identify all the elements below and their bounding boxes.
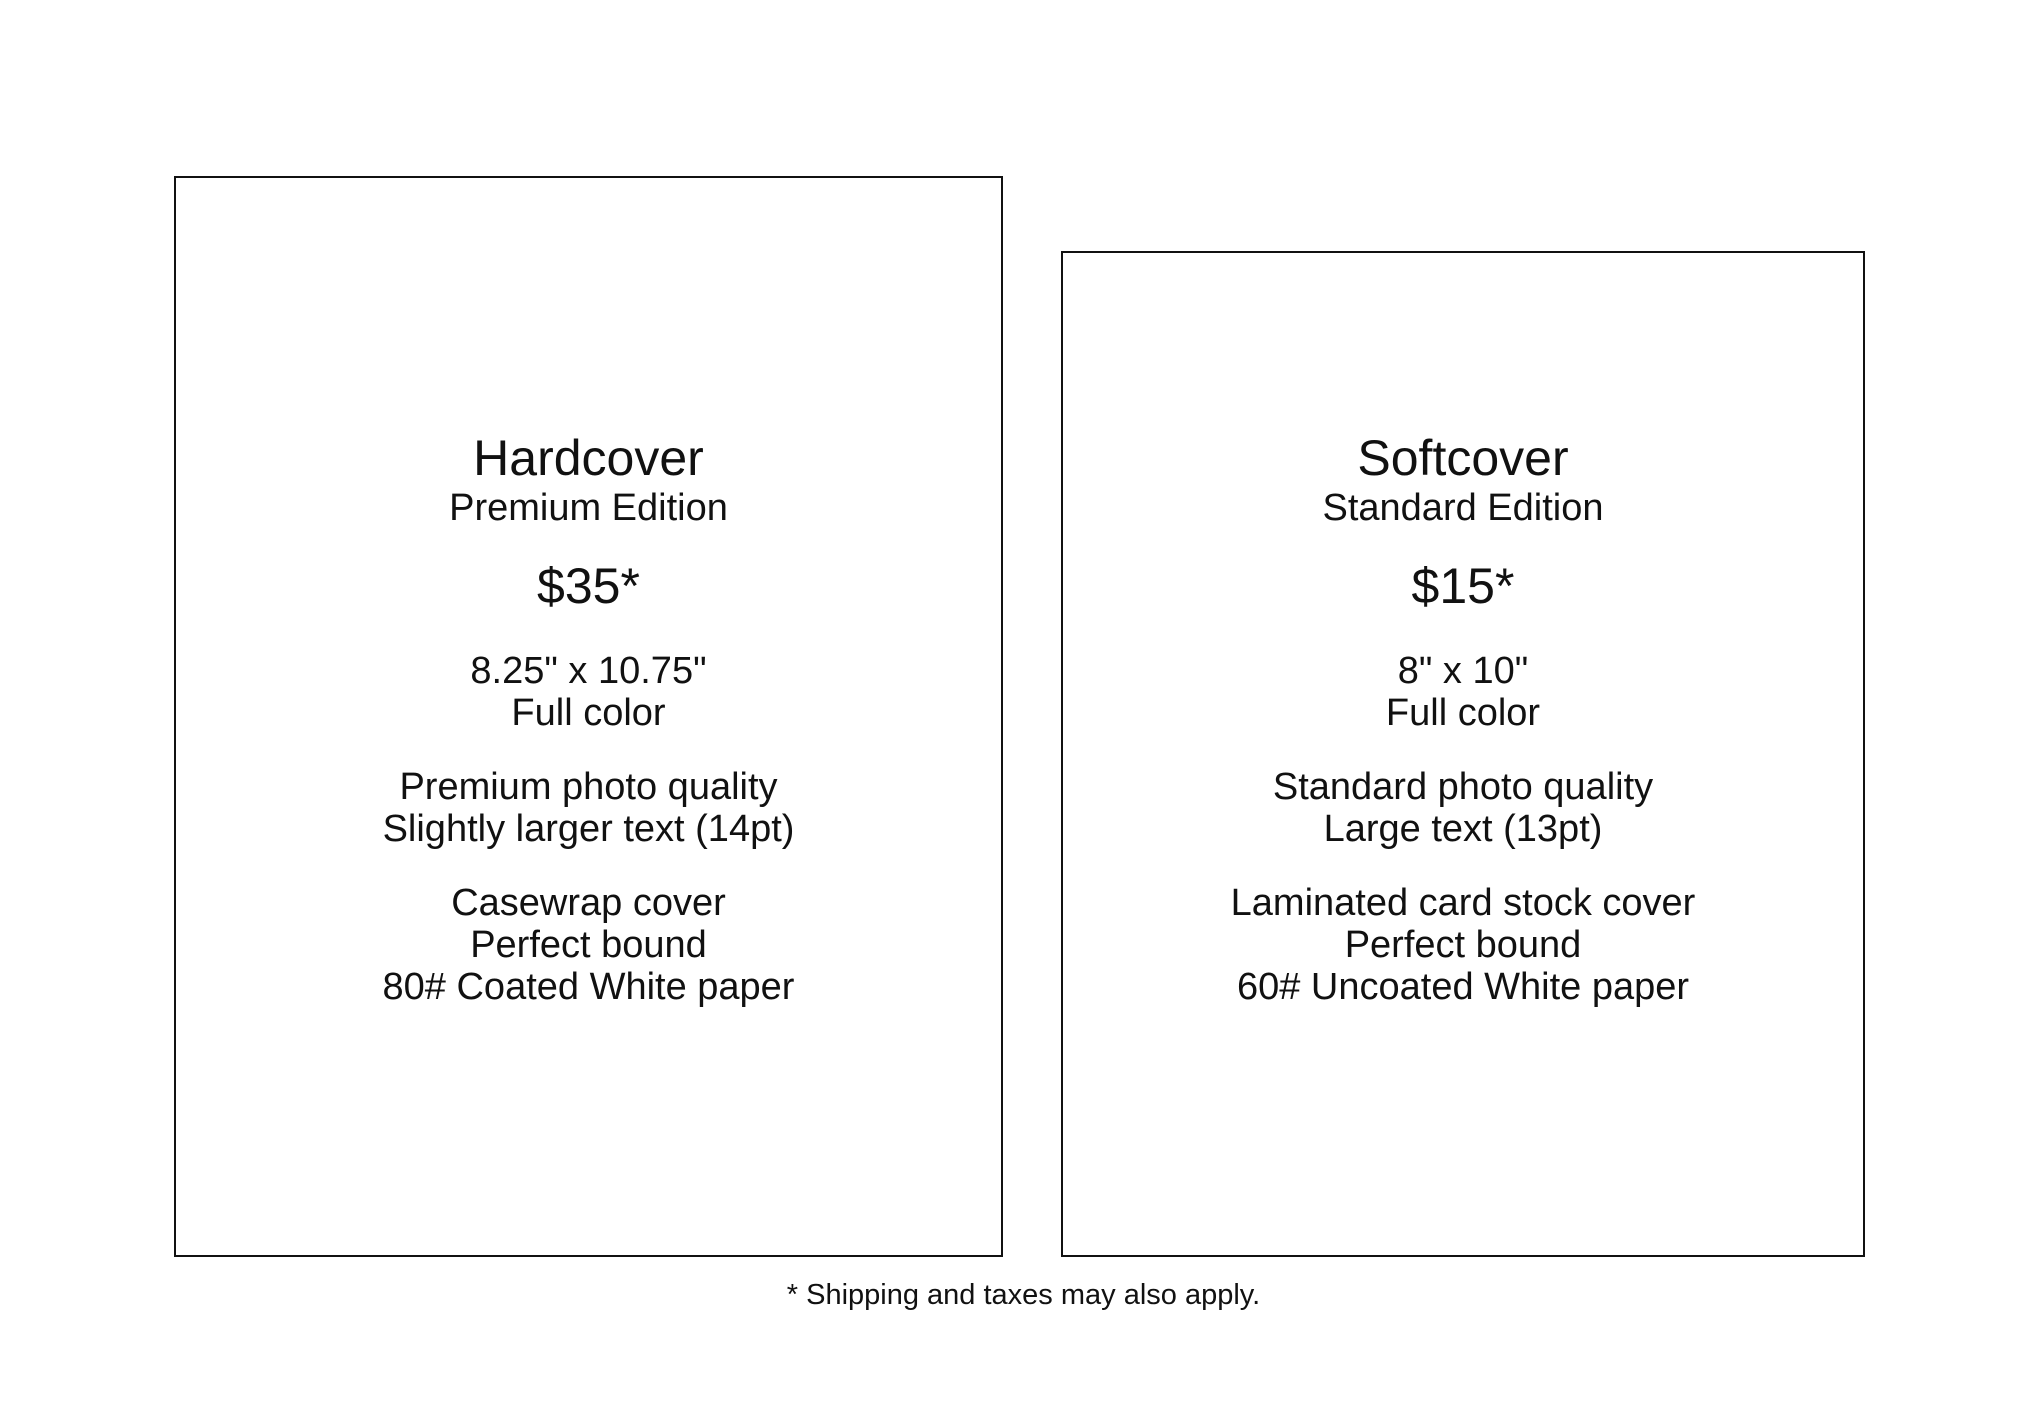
softcover-size: 8" x 10" xyxy=(1397,650,1529,692)
softcover-quality-group xyxy=(1063,766,1863,850)
softcover-title: Softcover xyxy=(1357,430,1569,486)
softcover-format-group xyxy=(1063,650,1863,734)
softcover-paper: 60# Uncoated White paper xyxy=(1236,966,1690,1008)
hardcover-quality-group xyxy=(176,766,1001,850)
hardcover-edition: Premium Edition xyxy=(449,487,728,529)
hardcover-card-content xyxy=(176,430,1001,1008)
softcover-text-size: Large text (13pt) xyxy=(1323,808,1603,850)
softcover-edition: Standard Edition xyxy=(1322,487,1604,529)
hardcover-text-size: Slightly larger text (14pt) xyxy=(382,808,795,850)
softcover-card-content xyxy=(1063,430,1863,1008)
hardcover-format-group xyxy=(176,650,1001,734)
hardcover-price: $35* xyxy=(537,558,640,614)
hardcover-size: 8.25" x 10.75" xyxy=(470,650,707,692)
hardcover-cover: Casewrap cover xyxy=(451,882,726,924)
hardcover-color: Full color xyxy=(511,692,666,734)
hardcover-card xyxy=(174,176,1003,1257)
hardcover-construction-group xyxy=(176,882,1001,1008)
softcover-binding: Perfect bound xyxy=(1344,924,1582,966)
softcover-photo-quality: Standard photo quality xyxy=(1272,766,1654,808)
hardcover-title: Hardcover xyxy=(473,430,704,486)
softcover-construction-group xyxy=(1063,882,1863,1008)
hardcover-photo-quality: Premium photo quality xyxy=(399,766,778,808)
hardcover-paper: 80# Coated White paper xyxy=(382,966,795,1008)
softcover-card xyxy=(1061,251,1865,1257)
footnote-text: * Shipping and taxes may also apply. xyxy=(786,1279,1261,1311)
footnote xyxy=(0,1277,2031,1313)
softcover-cover: Laminated card stock cover xyxy=(1230,882,1696,924)
hardcover-binding: Perfect bound xyxy=(470,924,707,966)
softcover-price: $15* xyxy=(1411,558,1515,614)
softcover-color: Full color xyxy=(1385,692,1541,734)
